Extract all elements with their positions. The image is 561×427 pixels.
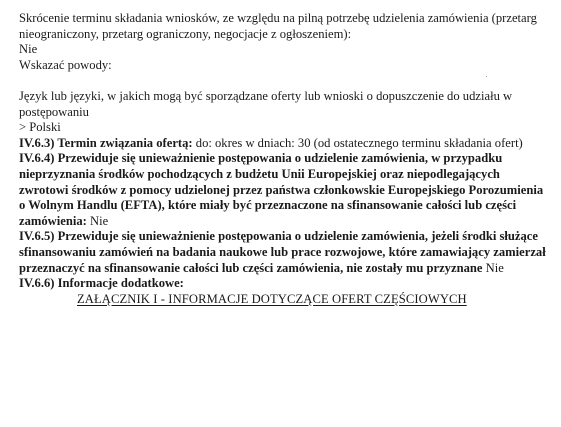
section-iv-6-5 [19,229,547,276]
section-iv-6-4-heading: IV.6.4) Przewiduje się unieważnienie postępowania o udzielenie zamówienia, w przypadku nieprzyznania środków pochodzących z budżetu Unii Europejskiej oraz niepodlegających zwrotowi środków z pomocy udzielonej przez państwa członkowskie Europejskiego Porozumienia o Wolnym Handlu (EFTA), które miały być przeznaczone na sfinansowanie całości lub części zamówienia: [19,151,544,228]
section-iv-6-6-heading: IV.6.6) Informacje dodatkowe: [19,276,184,291]
document-page [19,11,547,307]
shortening-value: Nie [19,42,38,57]
section-iv-6-4-value: Nie [86,213,109,228]
spacer [19,73,547,89]
section-iv-6-5-value: Nie [482,260,504,275]
section-iv-6-3 [19,136,547,152]
section-iv-6-6 [19,276,547,292]
reasons-label: Wskazać powody: [19,57,112,72]
annex-title: ZAŁĄCZNIK I - INFORMACJE DOTYCZĄCE OFERT CZĘŚCIOWYCH [77,291,467,306]
section-iv-6-3-value: do: okres w dniach: 30 (od ostatecznego terminu składania ofert) [192,135,523,150]
language-label: Język lub języki, w jakich mogą być sporządzane oferty lub wnioski o dopuszczenie do udziału w postępowaniu [19,88,513,119]
scan-speck [486,76,487,77]
section-iv-6-5-heading: IV.6.5) Przewiduje się unieważnienie postępowania o udzielenie zamówienia, jeżeli środki służące sfinansowaniu zamówień na badania naukowe lub prace rozwojowe, które zamawiający zamierzał przeznaczyć na sfinansowanie całości lub części zamówienia, nie zostały mu przyznane [19,229,546,275]
section-iv-6-4 [19,151,547,229]
language-value: > Polski [19,120,61,135]
section-iv-6-3-heading: IV.6.3) Termin związania ofertą: [19,135,193,150]
shortening-label: Skrócenie terminu składania wniosków, ze względu na pilną potrzebę udzielenia zamówienia (przetarg nieograniczony, przetarg ograniczony, negocjacje z ogłoszeniem): [19,11,537,41]
